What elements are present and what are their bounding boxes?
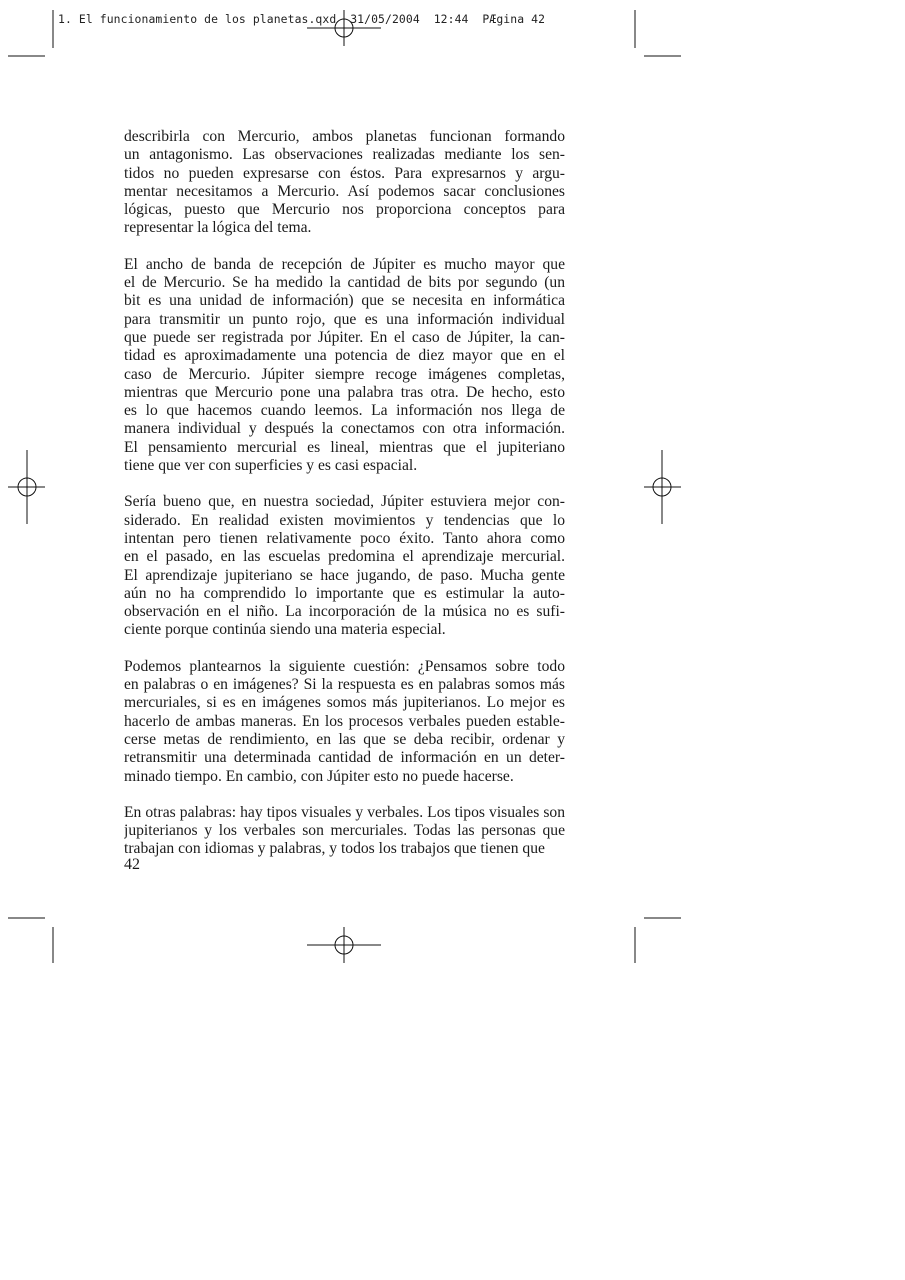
text-line: tidad es aproximadamente una potencia de diez mayor que en el [124,347,565,365]
paragraph [124,493,565,639]
text-line: intentan pero tienen relativamente poco éxito. Tanto ahora como [124,529,565,547]
text-line: En otras palabras: hay tipos visuales y verbales. Los tipos visuales son [124,803,565,821]
text-line: Podemos plantearnos la siguiente cuestión: ¿Pensamos sobre todo [124,657,565,675]
text-line: El ancho de banda de recepción de Júpiter es mucho mayor que [124,255,565,273]
text-line: describirla con Mercurio, ambos planetas funcionan formando [124,128,565,145]
text-line: tiene que ver con superficies y es casi espacial. [124,457,418,475]
text-line: retransmitir una determinada cantidad de información en un deter- [124,749,565,767]
paragraph [124,658,565,786]
text-line: representar la lógica del tema. [124,219,312,237]
text-line: observación en el niño. La incorporación de la música no es sufi- [124,603,565,621]
text-line: en palabras o en imágenes? Si la respuesta es en palabras somos más [124,676,565,694]
text-line: cerse metas de rendimiento, en las que se deba recibir, ordenar y [124,730,565,748]
text-line: manera individual y después la conectamos con otra información. [124,420,565,438]
registration-mark-right [644,450,681,524]
paragraph [124,256,565,476]
text-line: Sería bueno que, en nuestra sociedad, Júpiter estuviera mejor con- [124,493,565,511]
text-line: mercuriales, si es en imágenes somos más jupiterianos. Lo mejor es [124,694,565,712]
text-line: en el pasado, en las escuelas predomina el aprendizaje mercurial. [124,548,565,566]
registration-mark-top [307,10,381,46]
text-line: el de Mercurio. Se ha medido la cantidad de bits por segundo (un [124,274,565,292]
page-number: 42 [124,856,140,873]
registration-mark-left [8,450,45,524]
text-line: es lo que hacemos cuando leemos. La información nos llega de [124,402,565,420]
text-line: que puede ser registrada por Júpiter. En el caso de Júpiter, la can- [124,328,565,346]
body-text [124,128,565,877]
text-line: El aprendizaje jupiteriano se hace jugando, de paso. Mucha gente [124,566,565,584]
text-line: siderado. En realidad existen movimientos y tendencias que lo [124,511,565,529]
text-line: para transmitir un punto rojo, que es una información individual [124,310,565,328]
text-line: bit es una unidad de información) que se necesita en informática [124,292,565,310]
print-slug-header: 1. El funcionamiento de los planetas.qxd 31/05/2004 12:44 PÆgina 42 [58,12,546,26]
registration-mark-bottom [307,927,381,963]
text-line: minado tiempo. En cambio, con Júpiter esto no puede hacerse. [124,767,514,785]
paragraph [124,804,565,859]
text-line: hacerlo de ambas maneras. En los procesos verbales pueden estable- [124,712,565,730]
text-line: mientras que Mercurio pone una palabra tras otra. De hecho, esto [124,383,565,401]
text-line: mentar necesitamos a Mercurio. Así podemos sacar conclusiones [124,182,565,200]
text-line: un antagonismo. Las observaciones realizadas mediante los sen- [124,146,565,164]
text-line: jupiterianos y los verbales son mercuriales. Todas las personas que [124,822,565,840]
text-line: caso de Mercurio. Júpiter siempre recoge imágenes completas, [124,365,565,383]
text-line: aún no ha comprendido lo importante que es estimular la auto- [124,584,565,602]
text-line: trabajan con idiomas y palabras, y todos los trabajos que tienen que [124,840,545,858]
text-line: lógicas, puesto que Mercurio nos proporciona conceptos para [124,201,565,219]
text-line: El pensamiento mercurial es lineal, mientras que el jupiteriano [124,438,565,456]
text-line: ciente porque continúa siendo una materia especial. [124,621,446,639]
text-line: tidos no pueden expresarse con éstos. Para expresarnos y argu- [124,164,565,182]
paragraph [124,128,565,238]
